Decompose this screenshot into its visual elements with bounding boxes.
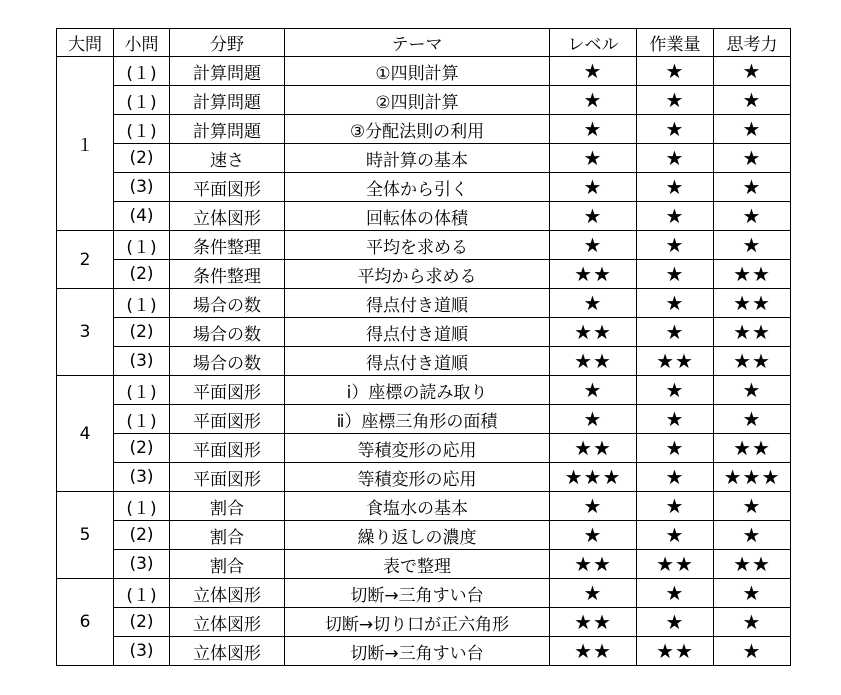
theme-cell: 等積変形の応用	[285, 434, 550, 463]
field-cell: 計算問題	[170, 86, 285, 115]
theme-cell: 切断→三角すい台	[285, 579, 550, 608]
theme-cell: 表で整理	[285, 550, 550, 579]
level-rating: ★★	[550, 260, 637, 289]
workload-rating: ★★	[637, 637, 714, 666]
theme-cell: 切断→三角すい台	[285, 637, 550, 666]
field-cell: 平面図形	[170, 463, 285, 492]
thinking-rating: ★	[714, 173, 791, 202]
table-row	[57, 579, 791, 608]
field-cell: 割合	[170, 492, 285, 521]
table-row	[57, 115, 791, 144]
theme-cell: 切断→切り口が正六角形	[285, 608, 550, 637]
table-row	[57, 550, 791, 579]
sho-mon-cell: (１)	[114, 231, 170, 260]
table-row	[57, 347, 791, 376]
level-rating: ★	[550, 579, 637, 608]
sho-mon-cell: (2)	[114, 608, 170, 637]
field-cell: 立体図形	[170, 637, 285, 666]
field-cell: 条件整理	[170, 260, 285, 289]
field-cell: 速さ	[170, 144, 285, 173]
thinking-rating: ★	[714, 405, 791, 434]
theme-cell: 時計算の基本	[285, 144, 550, 173]
workload-rating: ★	[637, 492, 714, 521]
level-rating: ★	[550, 202, 637, 231]
field-cell: 場合の数	[170, 289, 285, 318]
workload-rating: ★	[637, 376, 714, 405]
header-workload: 作業量	[637, 29, 714, 57]
field-cell: 場合の数	[170, 318, 285, 347]
header-bunya: 分野	[170, 29, 285, 57]
field-cell: 立体図形	[170, 579, 285, 608]
level-rating: ★	[550, 231, 637, 260]
level-rating: ★	[550, 57, 637, 86]
sho-mon-cell: (3)	[114, 347, 170, 376]
dai-mon-number: 5	[57, 492, 114, 579]
theme-cell: 平均を求める	[285, 231, 550, 260]
thinking-rating: ★	[714, 521, 791, 550]
header-row	[57, 29, 791, 57]
level-rating: ★	[550, 289, 637, 318]
header-thinking: 思考力	[714, 29, 791, 57]
sho-mon-cell: (2)	[114, 434, 170, 463]
sho-mon-cell: (3)	[114, 637, 170, 666]
thinking-rating: ★	[714, 144, 791, 173]
theme-cell: 食塩水の基本	[285, 492, 550, 521]
thinking-rating: ★	[714, 608, 791, 637]
field-cell: 平面図形	[170, 173, 285, 202]
workload-rating: ★★	[637, 347, 714, 376]
sho-mon-cell: (１)	[114, 405, 170, 434]
dai-mon-number: 3	[57, 289, 114, 376]
table-row	[57, 318, 791, 347]
thinking-rating: ★★	[714, 347, 791, 376]
level-rating: ★	[550, 115, 637, 144]
level-rating: ★★	[550, 434, 637, 463]
field-cell: 割合	[170, 550, 285, 579]
field-cell: 立体図形	[170, 202, 285, 231]
theme-cell: ②四則計算	[285, 86, 550, 115]
table-row	[57, 637, 791, 666]
workload-rating: ★	[637, 115, 714, 144]
level-rating: ★	[550, 144, 637, 173]
table-row	[57, 376, 791, 405]
table-row	[57, 231, 791, 260]
header-theme: テーマ	[285, 29, 550, 57]
thinking-rating: ★★	[714, 289, 791, 318]
sho-mon-cell: (2)	[114, 260, 170, 289]
workload-rating: ★	[637, 579, 714, 608]
sho-mon-cell: (4)	[114, 202, 170, 231]
theme-cell: 平均から求める	[285, 260, 550, 289]
sho-mon-cell: (１)	[114, 492, 170, 521]
workload-rating: ★	[637, 144, 714, 173]
workload-rating: ★	[637, 405, 714, 434]
theme-cell: ⅱ）座標三角形の面積	[285, 405, 550, 434]
theme-cell: 得点付き道順	[285, 318, 550, 347]
level-rating: ★★	[550, 318, 637, 347]
sho-mon-cell: (3)	[114, 173, 170, 202]
field-cell: 平面図形	[170, 434, 285, 463]
level-rating: ★	[550, 86, 637, 115]
table-header	[57, 29, 791, 57]
thinking-rating: ★★	[714, 434, 791, 463]
thinking-rating: ★	[714, 231, 791, 260]
thinking-rating: ★	[714, 492, 791, 521]
sho-mon-cell: (１)	[114, 86, 170, 115]
theme-cell: 得点付き道順	[285, 289, 550, 318]
thinking-rating: ★	[714, 57, 791, 86]
thinking-rating: ★★	[714, 550, 791, 579]
theme-cell: 回転体の体積	[285, 202, 550, 231]
field-cell: 計算問題	[170, 115, 285, 144]
table-row	[57, 173, 791, 202]
header-sho-mon: 小問	[114, 29, 170, 57]
level-rating: ★★	[550, 637, 637, 666]
workload-rating: ★	[637, 608, 714, 637]
level-rating: ★★★	[550, 463, 637, 492]
thinking-rating: ★	[714, 202, 791, 231]
level-rating: ★	[550, 173, 637, 202]
field-cell: 条件整理	[170, 231, 285, 260]
exam-analysis-table	[56, 28, 791, 666]
field-cell: 計算問題	[170, 57, 285, 86]
level-rating: ★★	[550, 347, 637, 376]
dai-mon-number: 6	[57, 579, 114, 666]
workload-rating: ★	[637, 318, 714, 347]
theme-cell: ③分配法則の利用	[285, 115, 550, 144]
thinking-rating: ★	[714, 579, 791, 608]
workload-rating: ★	[637, 202, 714, 231]
sho-mon-cell: (１)	[114, 289, 170, 318]
level-rating: ★	[550, 376, 637, 405]
thinking-rating: ★	[714, 376, 791, 405]
workload-rating: ★	[637, 289, 714, 318]
sho-mon-cell: (１)	[114, 57, 170, 86]
theme-cell: ⅰ）座標の読み取り	[285, 376, 550, 405]
table-row	[57, 260, 791, 289]
field-cell: 場合の数	[170, 347, 285, 376]
table-row	[57, 86, 791, 115]
level-rating: ★	[550, 405, 637, 434]
thinking-rating: ★	[714, 115, 791, 144]
thinking-rating: ★	[714, 86, 791, 115]
theme-cell: 等積変形の応用	[285, 463, 550, 492]
workload-rating: ★	[637, 173, 714, 202]
table-row	[57, 521, 791, 550]
sho-mon-cell: (3)	[114, 463, 170, 492]
field-cell: 割合	[170, 521, 285, 550]
workload-rating: ★	[637, 260, 714, 289]
level-rating: ★★	[550, 550, 637, 579]
table-row	[57, 434, 791, 463]
workload-rating: ★	[637, 434, 714, 463]
thinking-rating: ★★	[714, 318, 791, 347]
sho-mon-cell: (１)	[114, 376, 170, 405]
thinking-rating: ★	[714, 637, 791, 666]
field-cell: 立体図形	[170, 608, 285, 637]
level-rating: ★★	[550, 608, 637, 637]
sho-mon-cell: (2)	[114, 318, 170, 347]
sho-mon-cell: (１)	[114, 115, 170, 144]
workload-rating: ★	[637, 521, 714, 550]
workload-rating: ★★	[637, 550, 714, 579]
field-cell: 平面図形	[170, 376, 285, 405]
dai-mon-number: 4	[57, 376, 114, 492]
dai-mon-number: １	[57, 57, 114, 231]
table-row	[57, 202, 791, 231]
theme-cell: ①四則計算	[285, 57, 550, 86]
workload-rating: ★	[637, 463, 714, 492]
table-row	[57, 289, 791, 318]
field-cell: 平面図形	[170, 405, 285, 434]
table-row	[57, 405, 791, 434]
dai-mon-number: 2	[57, 231, 114, 289]
sho-mon-cell: (3)	[114, 550, 170, 579]
table-row	[57, 492, 791, 521]
workload-rating: ★	[637, 86, 714, 115]
sho-mon-cell: (2)	[114, 521, 170, 550]
sho-mon-cell: (１)	[114, 579, 170, 608]
table-row	[57, 57, 791, 86]
workload-rating: ★	[637, 231, 714, 260]
header-dai-mon: 大問	[57, 29, 114, 57]
workload-rating: ★	[637, 57, 714, 86]
table-body	[57, 57, 791, 666]
thinking-rating: ★★	[714, 260, 791, 289]
table-row	[57, 463, 791, 492]
header-level: レベル	[550, 29, 637, 57]
theme-cell: 繰り返しの濃度	[285, 521, 550, 550]
level-rating: ★	[550, 492, 637, 521]
thinking-rating: ★★★	[714, 463, 791, 492]
theme-cell: 全体から引く	[285, 173, 550, 202]
theme-cell: 得点付き道順	[285, 347, 550, 376]
level-rating: ★	[550, 521, 637, 550]
sho-mon-cell: (2)	[114, 144, 170, 173]
table-row	[57, 144, 791, 173]
table-row	[57, 608, 791, 637]
